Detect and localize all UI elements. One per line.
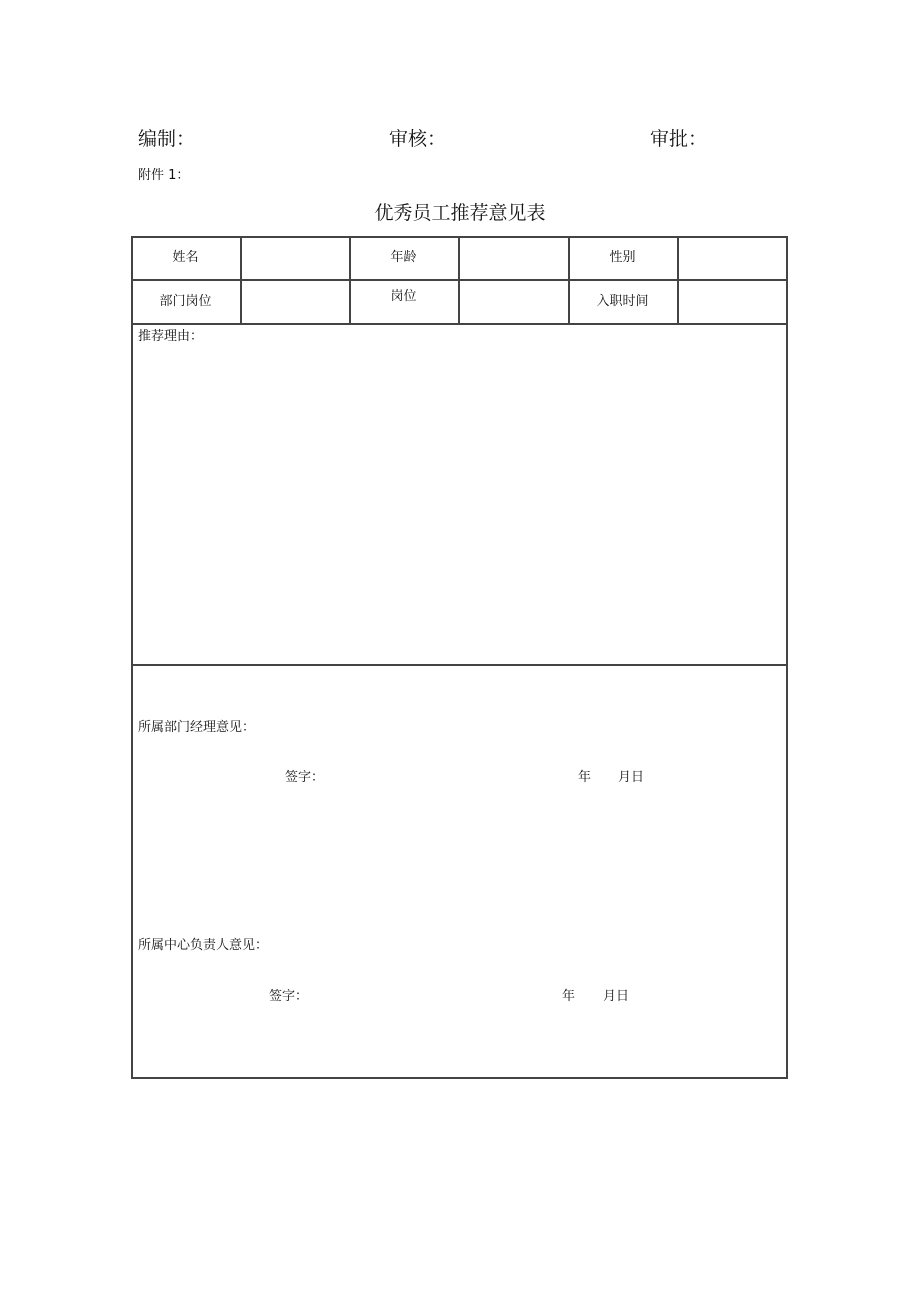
- gender-label: 性别: [609, 250, 636, 265]
- dept-manager-signature-label: 签字：: [285, 770, 325, 785]
- age-label: 年龄: [390, 250, 417, 265]
- dept-manager-month-day-label: 月日: [618, 770, 645, 785]
- reason-textarea[interactable]: [133, 344, 785, 662]
- border-top: [131, 236, 788, 238]
- dept-position-label: 部门岗位: [159, 294, 212, 309]
- center-head-signature-label: 签字：: [269, 989, 309, 1004]
- col-divider-5: [677, 236, 679, 324]
- recommendation-form: [131, 236, 788, 1078]
- hire-date-label: 入职时间: [596, 294, 649, 309]
- prepared-by-label: 编制：: [138, 128, 196, 150]
- border-right: [786, 236, 788, 1078]
- row-divider-1: [131, 279, 788, 281]
- dept-manager-year-label: 年: [578, 770, 592, 785]
- name-label: 姓名: [172, 250, 199, 265]
- dept-manager-opinion-label: 所属部门经理意见：: [138, 720, 256, 735]
- center-head-year-label: 年: [562, 989, 576, 1004]
- reviewed-by-label: 审核：: [389, 128, 447, 150]
- form-title: 优秀员工推荐意见表: [374, 202, 546, 224]
- attachment-label: 附件 1：: [138, 168, 190, 183]
- reason-label: 推荐理由：: [138, 329, 204, 344]
- col-divider-1: [240, 236, 242, 324]
- position-label: 岗位: [390, 289, 417, 304]
- center-head-opinion-label: 所属中心负责人意见：: [138, 938, 269, 953]
- center-head-month-day-label: 月日: [603, 989, 630, 1004]
- approved-by-label: 审批：: [650, 128, 708, 150]
- row-divider-2: [131, 323, 788, 325]
- section-divider: [131, 664, 788, 666]
- col-divider-3: [458, 236, 460, 324]
- border-bottom: [131, 1077, 788, 1079]
